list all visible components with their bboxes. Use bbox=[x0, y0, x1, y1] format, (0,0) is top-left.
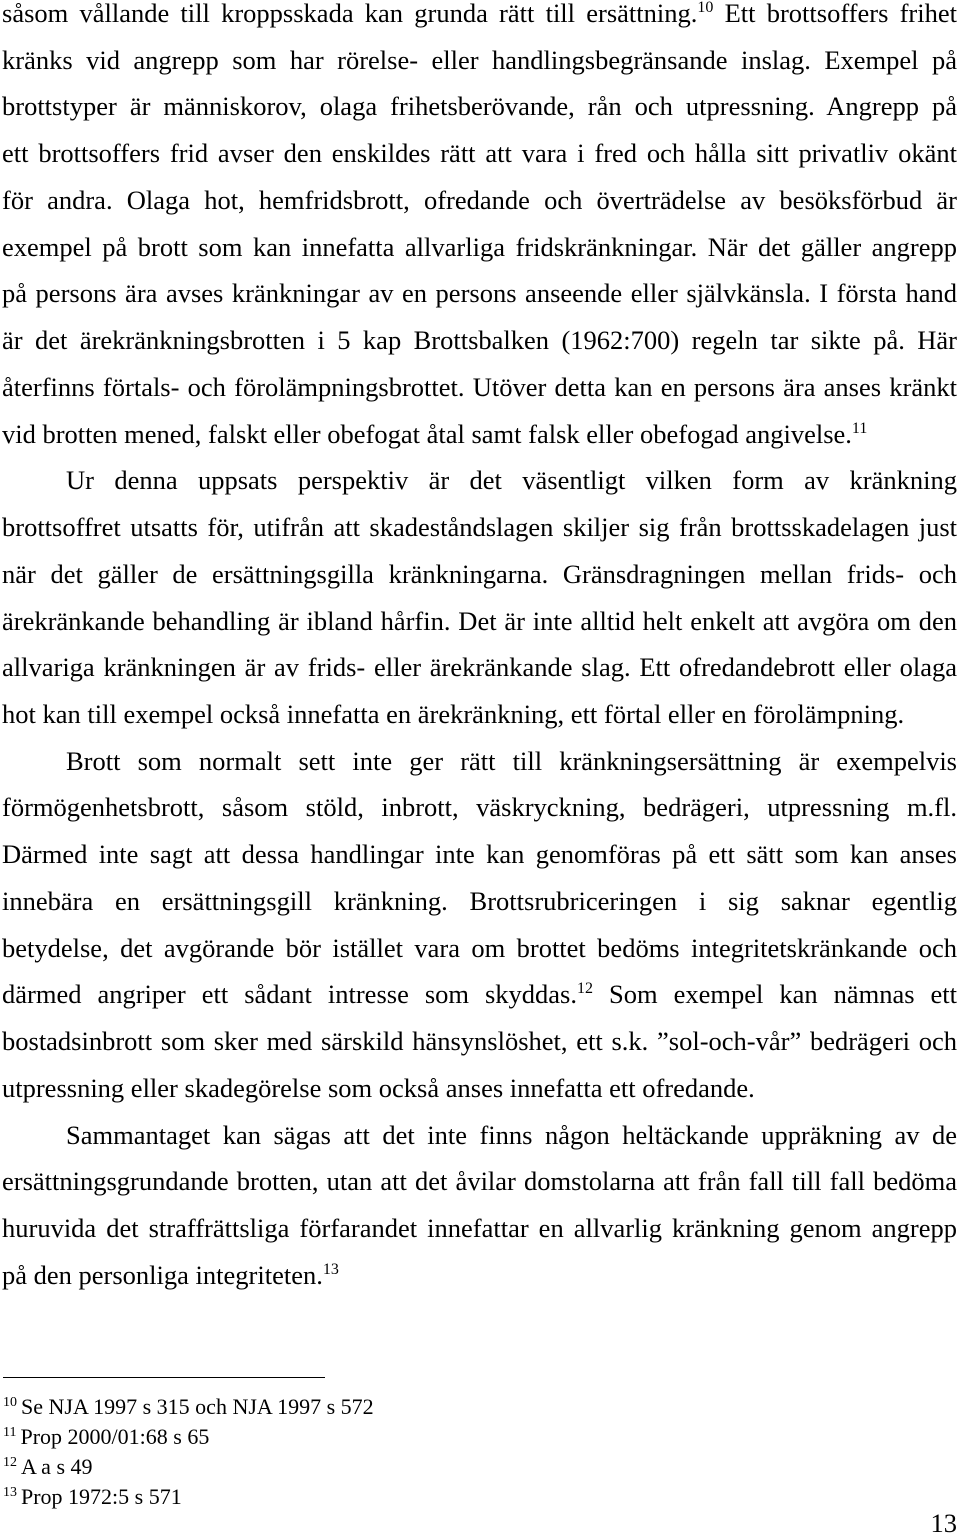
text-line bbox=[2, 654, 957, 701]
line-text: ersättningsgrundande brotten, utan att det åvilar domstolarna att från fall till fall bedöma bbox=[2, 1166, 957, 1197]
line-text: allvariga kränkningen är av frids- eller ärekränkande slag. Ett ofredandebrott eller olaga bbox=[2, 652, 957, 683]
footnote bbox=[3, 1396, 603, 1426]
line-text: kränks vid angrepp som har rörelse- eller handlingsbegränsande inslag. Exempel på bbox=[2, 44, 957, 75]
line-text: hot kan till exempel också innefatta en ärekränkning, ett förtal eller en förolämpning. bbox=[2, 699, 905, 730]
text-line bbox=[2, 932, 957, 982]
line-text: ett brottsoffers frid avser den enskildes rätt att vara i fred och hålla sitt privatliv okänt bbox=[2, 138, 957, 169]
line-text: brottsoffret utsatts för, utifrån att skadeståndslagen skiljer sig från brottsskadelagen just bbox=[2, 512, 957, 543]
text-line bbox=[2, 418, 957, 468]
line-text: återfinns förtals- och förolämpningsbrottet. Utöver detta kan en persons ära anses kränkt bbox=[2, 371, 957, 402]
paragraph bbox=[2, 467, 957, 747]
text-line bbox=[2, 1028, 957, 1075]
text-line bbox=[2, 841, 957, 888]
text-line bbox=[2, 467, 957, 514]
line-text: utpressning eller skadegörelse som också anses innefatta ett ofredande. bbox=[2, 1072, 755, 1103]
footnote-text: Prop 2000/01:68 s 65 bbox=[20, 1424, 210, 1449]
line-text: Som exempel kan nämnas ett bbox=[593, 979, 957, 1010]
body-text bbox=[2, 0, 957, 1309]
footnote bbox=[3, 1456, 603, 1486]
page-number: 13 bbox=[930, 1508, 957, 1538]
text-line bbox=[2, 558, 957, 608]
text-line bbox=[2, 93, 957, 140]
text-line bbox=[2, 280, 957, 327]
line-text: på den personliga integriteten. bbox=[2, 1259, 323, 1290]
text-line bbox=[2, 140, 957, 187]
paragraph bbox=[2, 745, 957, 1122]
text-line bbox=[2, 0, 957, 47]
line-text: brottstyper är människorov, olaga frihetsberövande, rån och utpressning. Angrepp på bbox=[2, 91, 957, 122]
text-line bbox=[2, 745, 957, 795]
text-line bbox=[2, 327, 957, 374]
text-line bbox=[2, 794, 957, 841]
footnote-text: Prop 1972:5 s 571 bbox=[21, 1484, 182, 1509]
text-line bbox=[2, 1119, 957, 1169]
line-text: Brott som normalt sett inte ger rätt till kränkningsersättning är exempelvis bbox=[66, 745, 957, 776]
footnote-number: 11 bbox=[3, 1425, 17, 1440]
text-line bbox=[2, 605, 957, 655]
line-text: Ur denna uppsats perspektiv är det väsentligt vilken form av kränkning bbox=[66, 465, 957, 496]
text-line bbox=[2, 1215, 957, 1262]
footnote-ref: 11 bbox=[851, 419, 868, 437]
line-text: innebära en ersättningsgill kränkning. Brottsrubriceringen i sig saknar egentlig bbox=[2, 885, 957, 916]
line-text: Sammantaget kan sägas att det inte finns någon heltäckande uppräkning av de bbox=[66, 1119, 957, 1150]
line-text: bostadsinbrott som sker med särskild hänsynslöshet, ett s.k. ”sol-och-vår” bedrägeri och bbox=[2, 1026, 957, 1057]
text-line bbox=[2, 1168, 957, 1215]
footnote-ref: 13 bbox=[322, 1260, 339, 1278]
text-line bbox=[2, 184, 957, 234]
text-line bbox=[2, 514, 957, 561]
text-line bbox=[2, 981, 957, 1028]
line-text: för andra. Olaga hot, hemfridsbrott, ofredande och överträdelse av besöksförbud är bbox=[2, 184, 957, 215]
paragraph bbox=[2, 0, 957, 467]
line-text: exempel på brott som kan innefatta allvarliga fridskränkningar. När det gäller angrepp bbox=[2, 231, 957, 262]
line-text: Därmed inte sagt att dessa handlingar inte kan genomföras på ett sätt som kan anses bbox=[2, 839, 957, 870]
text-line bbox=[2, 231, 957, 281]
line-text: Ett brottsoffers frihet bbox=[713, 0, 957, 28]
footnote bbox=[3, 1426, 603, 1456]
paragraph bbox=[2, 1119, 957, 1309]
line-text: när det gäller de ersättningsgilla kränkningarna. Gränsdragningen mellan frids- och bbox=[2, 558, 957, 589]
footnote-separator bbox=[3, 1377, 325, 1378]
text-line bbox=[2, 1072, 957, 1122]
footnote-number: 13 bbox=[3, 1485, 17, 1500]
footnote-ref: 12 bbox=[577, 980, 593, 998]
line-text: vid brotten mened, falskt eller obefogat åtal samt falsk eller obefogad angivelse. bbox=[2, 418, 852, 449]
line-text: betydelse, det avgörande bör istället vara om brottet bedöms integritetskränkande och bbox=[2, 932, 957, 963]
footnote-ref: 10 bbox=[697, 0, 714, 16]
text-line bbox=[2, 885, 957, 935]
footnote-text: Se NJA 1997 s 315 och NJA 1997 s 572 bbox=[21, 1394, 374, 1419]
footnote-number: 12 bbox=[3, 1455, 17, 1470]
text-line bbox=[2, 1259, 957, 1309]
line-text: ärekränkande behandling är ibland hårfin. Det är inte alltid helt enkelt att avgöra om den bbox=[2, 605, 957, 636]
footnote-number: 10 bbox=[3, 1395, 17, 1410]
text-line bbox=[2, 44, 957, 94]
line-text: såsom vållande till kroppsskada kan grunda rätt till ersättning. bbox=[2, 0, 698, 28]
footnotes bbox=[3, 1396, 603, 1516]
line-text: därmed angriper ett sådant intresse som skyddas. bbox=[2, 979, 577, 1010]
line-text: på persons ära avses kränkningar av en persons anseende eller självkänsla. I första hand bbox=[2, 278, 957, 309]
footnote bbox=[3, 1486, 603, 1516]
text-line bbox=[2, 701, 957, 748]
footnote-text: A a s 49 bbox=[21, 1454, 93, 1479]
line-text: huruvida det straffrättsliga förfarandet innefattar en allvarlig kränkning genom angrepp bbox=[2, 1213, 957, 1244]
line-text: är det ärekränkningsbrotten i 5 kap Brottsbalken (1962:700) regeln tar sikte på. Här bbox=[2, 325, 957, 356]
line-text: förmögenhetsbrott, såsom stöld, inbrott, väskryckning, bedrägeri, utpressning m.fl. bbox=[2, 792, 957, 823]
text-line bbox=[2, 371, 957, 421]
